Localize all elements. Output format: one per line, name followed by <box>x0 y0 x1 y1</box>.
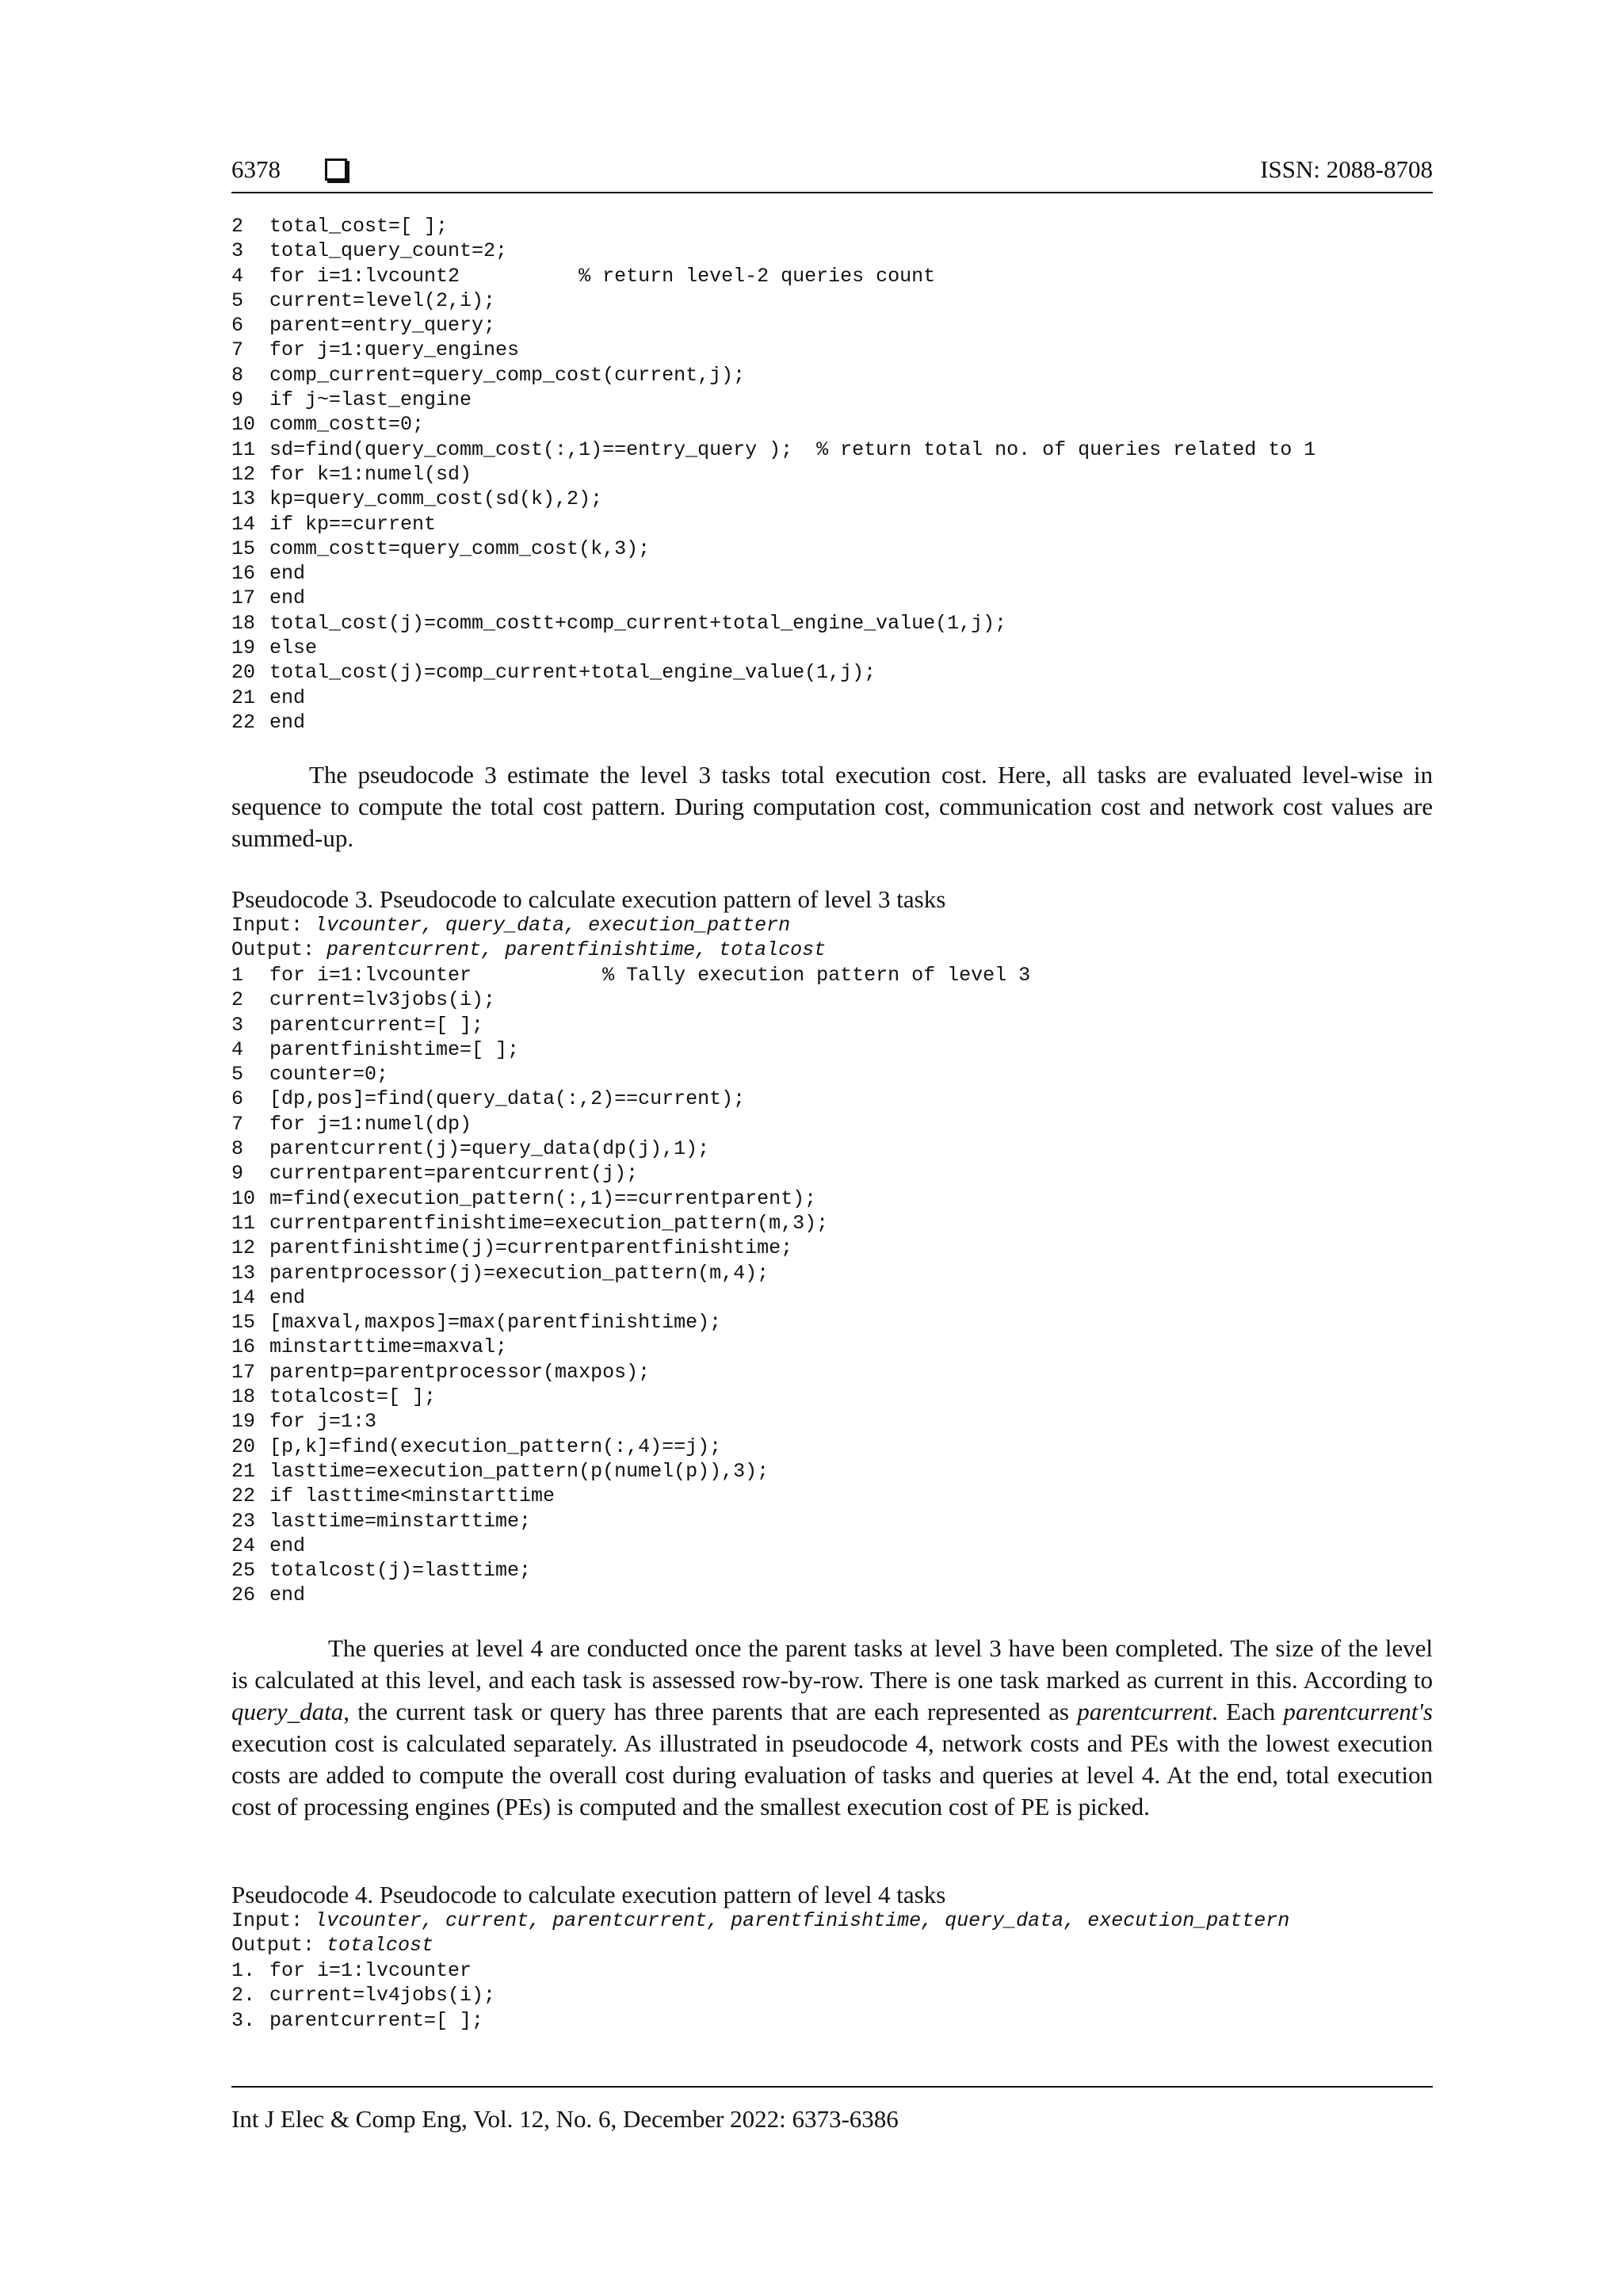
line-text: currentparent=parentcurrent(j); <box>269 1162 639 1186</box>
line-text: end <box>269 1584 306 1607</box>
line-number: 6 <box>231 314 244 338</box>
line-number: 3 <box>231 239 244 263</box>
line-number: 9 <box>231 1162 244 1186</box>
line-number: 11 <box>231 1211 256 1235</box>
line-number: 15 <box>231 1311 256 1335</box>
code-line <box>231 1087 1433 1111</box>
line-text: end <box>269 1286 306 1309</box>
line-text: parentp=parentprocessor(maxpos); <box>269 1360 651 1384</box>
line-text: for j=1:query_engines <box>269 338 520 362</box>
code-line <box>231 487 1433 511</box>
code-line <box>231 1211 1433 1236</box>
pseudocode-3-caption: Pseudocode 3. Pseudocode to calculate execution pattern of level 3 tasks <box>231 885 946 913</box>
pseudocode-3-output: Output: parentcurrent, parentfinishtime, totalcost <box>231 938 827 962</box>
code-line <box>231 1409 1433 1434</box>
line-text: currentparentfinishtime=execution_pattern(m,3); <box>269 1211 829 1235</box>
code-line <box>231 437 1433 462</box>
code-line <box>231 462 1433 487</box>
line-number: 3. <box>231 2008 256 2032</box>
line-text: current=lv4jobs(i); <box>269 1984 496 2008</box>
line-text: [p,k]=find(execution_pattern(:,4)==j); <box>269 1435 722 1458</box>
line-number: 18 <box>231 611 256 635</box>
line-number: 15 <box>231 537 256 560</box>
line-text: lasttime=execution_pattern(p(numel(p)),3); <box>269 1459 769 1483</box>
code-line <box>231 1261 1433 1286</box>
line-number: 23 <box>231 1509 256 1533</box>
line-number: 25 <box>231 1559 256 1583</box>
line-number: 22 <box>231 1484 256 1508</box>
line-text: for i=1:lvcounter % Tally execution pattern of level 3 <box>269 964 1031 987</box>
line-text: for j=1:numel(dp) <box>269 1112 472 1136</box>
line-text: for i=1:lvcounter <box>269 1959 472 1982</box>
line-number: 6 <box>231 1087 244 1111</box>
code-line <box>231 1137 1433 1161</box>
checkbox-square-icon <box>325 159 347 181</box>
line-text: [dp,pos]=find(query_data(:,2)==current); <box>269 1087 746 1111</box>
line-number: 2. <box>231 1984 256 2008</box>
code-line <box>231 1459 1433 1484</box>
paragraph-level4-intro: The queries at level 4 are conducted once the parent tasks at level 3 have been completed. The size of the level is calculated at this level, and each task is assessed row-by-row. There is one task marked as current in this. According to query_data, the current task or query has three parents that are each represented as parentcurrent. Each parentcurrent's execution cost is calculated separately. As illustrated in pseudocode 4, network costs and PEs with the lowest execution costs are added to compute the overall cost during evaluation of tasks and queries at level 4. At the end, total execution cost of processing engines (PEs) is computed and the smallest execution cost of PE is picked. <box>231 1634 1433 1820</box>
line-number: 18 <box>231 1385 256 1409</box>
line-text: current=lv3jobs(i); <box>269 988 496 1012</box>
code-line <box>231 1037 1433 1062</box>
code-listing-3 <box>231 963 1433 1608</box>
code-line <box>231 1186 1433 1211</box>
code-line <box>231 338 1433 362</box>
line-number: 20 <box>231 661 256 685</box>
line-text: totalcost=[ ]; <box>269 1385 437 1409</box>
code-line <box>231 1583 1433 1607</box>
pseudocode-4-output: Output: totalcost <box>231 1934 434 1958</box>
pseudocode-4-io <box>231 1908 1433 1958</box>
running-header <box>231 155 1433 193</box>
line-text: end <box>269 1534 306 1557</box>
line-number: 2 <box>231 215 244 238</box>
line-number: 1 <box>231 964 244 987</box>
code-line <box>231 1062 1433 1087</box>
line-text: for k=1:numel(sd) <box>269 462 472 486</box>
line-number: 22 <box>231 710 256 734</box>
code-listing-2 <box>231 214 1433 735</box>
line-text: total_cost(j)=comm_costt+comp_current+total_engine_value(1,j); <box>269 611 1007 635</box>
line-text: parentfinishtime(j)=currentparentfinishtime; <box>269 1236 793 1260</box>
line-number: 4 <box>231 264 244 288</box>
line-number: 7 <box>231 338 244 362</box>
code-line <box>231 512 1433 537</box>
line-text: lasttime=minstarttime; <box>269 1509 532 1533</box>
line-text: minstarttime=maxval; <box>269 1335 508 1359</box>
line-number: 8 <box>231 363 244 387</box>
line-text: [maxval,maxpos]=max(parentfinishtime); <box>269 1311 722 1335</box>
code-line <box>231 2008 1433 2033</box>
code-line <box>231 1360 1433 1385</box>
code-line <box>231 288 1433 313</box>
line-text: if j~=last_engine <box>269 388 472 412</box>
code-line <box>231 586 1433 610</box>
pseudocode-3-io <box>231 913 1433 963</box>
code-line <box>231 660 1433 685</box>
line-number: 20 <box>231 1435 256 1458</box>
code-line <box>231 561 1433 586</box>
footer-rule <box>231 2086 1433 2088</box>
line-text: else <box>269 636 318 660</box>
code-line <box>231 1310 1433 1335</box>
line-text: kp=query_comm_cost(sd(k),2); <box>269 487 603 511</box>
line-number: 19 <box>231 1410 256 1434</box>
code-line <box>231 1335 1433 1359</box>
code-line <box>231 388 1433 412</box>
code-line <box>231 963 1433 988</box>
line-text: for i=1:lvcount2 % return level-2 queries count <box>269 264 936 288</box>
pseudocode-4-caption: Pseudocode 4. Pseudocode to calculate execution pattern of level 4 tasks <box>231 1881 946 1908</box>
line-text: for j=1:3 <box>269 1410 377 1434</box>
code-line <box>231 611 1433 636</box>
line-number: 5 <box>231 288 244 312</box>
line-text: end <box>269 710 306 734</box>
line-text: total_cost=[ ]; <box>269 215 449 238</box>
line-number: 17 <box>231 1360 256 1384</box>
line-number: 21 <box>231 686 256 709</box>
code-lines <box>231 1958 1433 2033</box>
code-line <box>231 710 1433 735</box>
line-number: 24 <box>231 1534 256 1557</box>
code-line <box>231 1385 1433 1409</box>
pseudocode-4-input: Input: lvcounter, current, parentcurrent, parentfinishtime, query_data, execution_pattern <box>231 1909 1290 1932</box>
line-number: 16 <box>231 1335 256 1359</box>
code-line <box>231 214 1433 239</box>
line-number: 17 <box>231 586 256 610</box>
line-text: if lasttime<minstarttime <box>269 1484 556 1508</box>
code-line <box>231 1509 1433 1534</box>
line-text: total_query_count=2; <box>269 239 508 263</box>
code-line <box>231 1435 1433 1459</box>
line-number: 7 <box>231 1112 244 1136</box>
code-listing-4 <box>231 1958 1433 2033</box>
line-text: totalcost(j)=lasttime; <box>269 1559 532 1583</box>
line-text: comm_costt=query_comm_cost(k,3); <box>269 537 651 560</box>
paragraph-level3-intro: The pseudocode 3 estimate the level 3 tasks total execution cost. Here, all tasks are evaluated level-wise in sequence to compute the total cost pattern. During computation cost, communication cost and network cost values are summed-up. <box>231 761 1433 852</box>
line-number: 12 <box>231 462 256 486</box>
line-text: end <box>269 586 306 610</box>
code-line <box>231 1558 1433 1583</box>
line-number: 19 <box>231 636 256 660</box>
code-line <box>231 313 1433 338</box>
code-line <box>231 1161 1433 1186</box>
line-text: counter=0; <box>269 1063 389 1087</box>
footer-citation: Int J Elec & Comp Eng, Vol. 12, No. 6, December 2022: 6373-6386 <box>231 2105 899 2133</box>
code-line <box>231 412 1433 437</box>
code-line <box>231 537 1433 561</box>
code-line <box>231 686 1433 710</box>
line-number: 10 <box>231 1186 256 1210</box>
line-number: 4 <box>231 1037 244 1061</box>
code-line <box>231 1112 1433 1137</box>
line-number: 11 <box>231 437 256 461</box>
line-number: 14 <box>231 512 256 536</box>
line-number: 12 <box>231 1236 256 1260</box>
code-line <box>231 1958 1433 1983</box>
header-rule <box>231 192 1433 193</box>
line-text: m=find(execution_pattern(:,1)==currentparent); <box>269 1186 817 1210</box>
line-text: current=level(2,i); <box>269 288 496 312</box>
line-text: parentfinishtime=[ ]; <box>269 1037 520 1061</box>
line-number: 16 <box>231 562 256 586</box>
line-text: total_cost(j)=comp_current+total_engine_value(1,j); <box>269 661 876 685</box>
page-number: 6378 <box>231 155 281 183</box>
line-number: 13 <box>231 1261 256 1285</box>
line-number: 3 <box>231 1013 244 1037</box>
code-line <box>231 264 1433 288</box>
code-line <box>231 363 1433 388</box>
code-line <box>231 1983 1433 2008</box>
line-text: sd=find(query_comm_cost(:,1)==entry_query ); % return total no. of queries related to 1 <box>269 437 1316 461</box>
pseudocode-3-input: Input: lvcounter, query_data, execution_pattern <box>231 914 791 937</box>
line-number: 1. <box>231 1959 256 1982</box>
line-number: 10 <box>231 413 256 437</box>
issn-label: ISSN: 2088-8708 <box>1260 155 1433 183</box>
code-line <box>231 988 1433 1012</box>
line-number: 14 <box>231 1286 256 1309</box>
line-text: end <box>269 562 306 586</box>
line-text: end <box>269 686 306 709</box>
line-number: 8 <box>231 1137 244 1161</box>
code-lines <box>231 214 1433 735</box>
line-number: 9 <box>231 388 244 412</box>
line-number: 21 <box>231 1459 256 1483</box>
code-line <box>231 1534 1433 1558</box>
code-line <box>231 239 1433 263</box>
code-line <box>231 1286 1433 1310</box>
line-text: parentcurrent=[ ]; <box>269 2008 484 2032</box>
line-text: comp_current=query_comp_cost(current,j); <box>269 363 746 387</box>
line-number: 26 <box>231 1584 256 1607</box>
line-number: 5 <box>231 1063 244 1087</box>
line-text: if kp==current <box>269 512 437 536</box>
line-text: parentcurrent(j)=query_data(dp(j),1); <box>269 1137 710 1161</box>
code-line <box>231 1013 1433 1037</box>
code-line <box>231 1236 1433 1260</box>
code-lines <box>231 963 1433 1608</box>
code-line <box>231 1484 1433 1508</box>
line-text: parent=entry_query; <box>269 314 496 338</box>
line-number: 2 <box>231 988 244 1012</box>
line-text: comm_costt=0; <box>269 413 425 437</box>
line-text: parentprocessor(j)=execution_pattern(m,4); <box>269 1261 769 1285</box>
line-number: 13 <box>231 487 256 511</box>
code-line <box>231 636 1433 660</box>
line-text: parentcurrent=[ ]; <box>269 1013 484 1037</box>
